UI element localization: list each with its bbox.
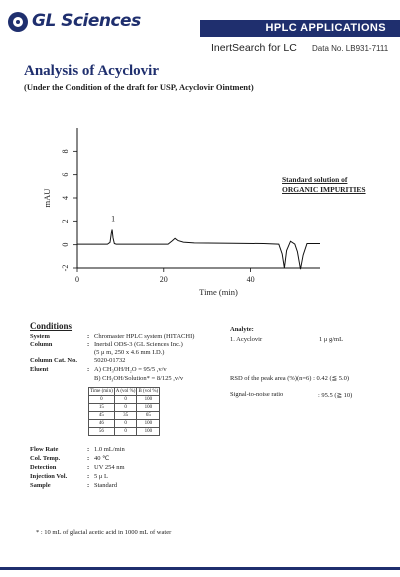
footnote: * : 10 mL of glacial acetic acid in 1000 mL of water	[36, 529, 172, 536]
logo-mark-icon	[8, 12, 28, 32]
sn-value: : 95.5 (≧ 10)	[318, 392, 353, 399]
page-subtitle: (Under the Condition of the draft for USP, Acyclovir Ointment)	[24, 82, 254, 92]
logo-text: GL Sciences	[32, 11, 141, 31]
table-row: 46 0 100	[89, 420, 160, 428]
page-title: Analysis of Acyclovir	[24, 63, 159, 79]
gradient-header: A (vol %)	[115, 389, 136, 394]
gradient-table	[88, 387, 160, 436]
y-tick-label: 6	[61, 172, 70, 177]
y-tick-label: 8	[61, 149, 70, 154]
y-tick-label: 2	[61, 219, 70, 224]
footer-rule	[0, 567, 400, 570]
sn-label: Signal-to-noise ratio	[230, 391, 284, 398]
chart-annotation	[282, 175, 366, 195]
x-tick-label: 40	[246, 275, 255, 284]
conditions-heading: Conditions	[30, 321, 73, 331]
gradient-header: B (vol %)	[138, 389, 159, 394]
product-name: InertSearch for LC	[211, 42, 297, 54]
table-row: 15 0 100	[89, 404, 160, 412]
rsd-result: RSD of the peak area (%)(n=6) : 0.42 (≦ 5.0)	[230, 375, 350, 382]
y-tick-label: 0	[61, 242, 70, 247]
analyte-heading: Analyte:	[230, 326, 254, 333]
annotation-line-1: Standard solution of	[282, 175, 348, 184]
annotation-line-2: ORGANIC IMPURITIES	[282, 185, 366, 194]
table-row: 45 35 65	[89, 412, 160, 420]
y-tick-label: -2	[61, 264, 70, 272]
x-tick-label: 20	[159, 275, 168, 284]
y-tick-label: 4	[61, 196, 70, 200]
analyte-name: 1. Acyclovir	[230, 336, 263, 343]
hplc-applications-banner: HPLC APPLICATIONS	[200, 20, 400, 37]
x-axis-label: Time (min)	[199, 287, 238, 297]
y-axis-label: mAU	[42, 188, 52, 208]
chromatogram-chart	[40, 120, 330, 305]
data-number: Data No. LB931-7111	[312, 44, 389, 53]
gl-sciences-logo	[8, 11, 141, 34]
chromatogram-trace	[77, 230, 320, 270]
table-row: 56 0 100	[89, 428, 160, 436]
table-row: 0 0 100	[89, 396, 160, 404]
x-tick-label: 0	[75, 275, 79, 284]
chart-axes	[77, 128, 320, 268]
gradient-header: Time (min)	[90, 389, 113, 394]
peak-label: 1	[111, 214, 116, 224]
analyte-concentration: 1 μ g/mL	[319, 336, 344, 343]
